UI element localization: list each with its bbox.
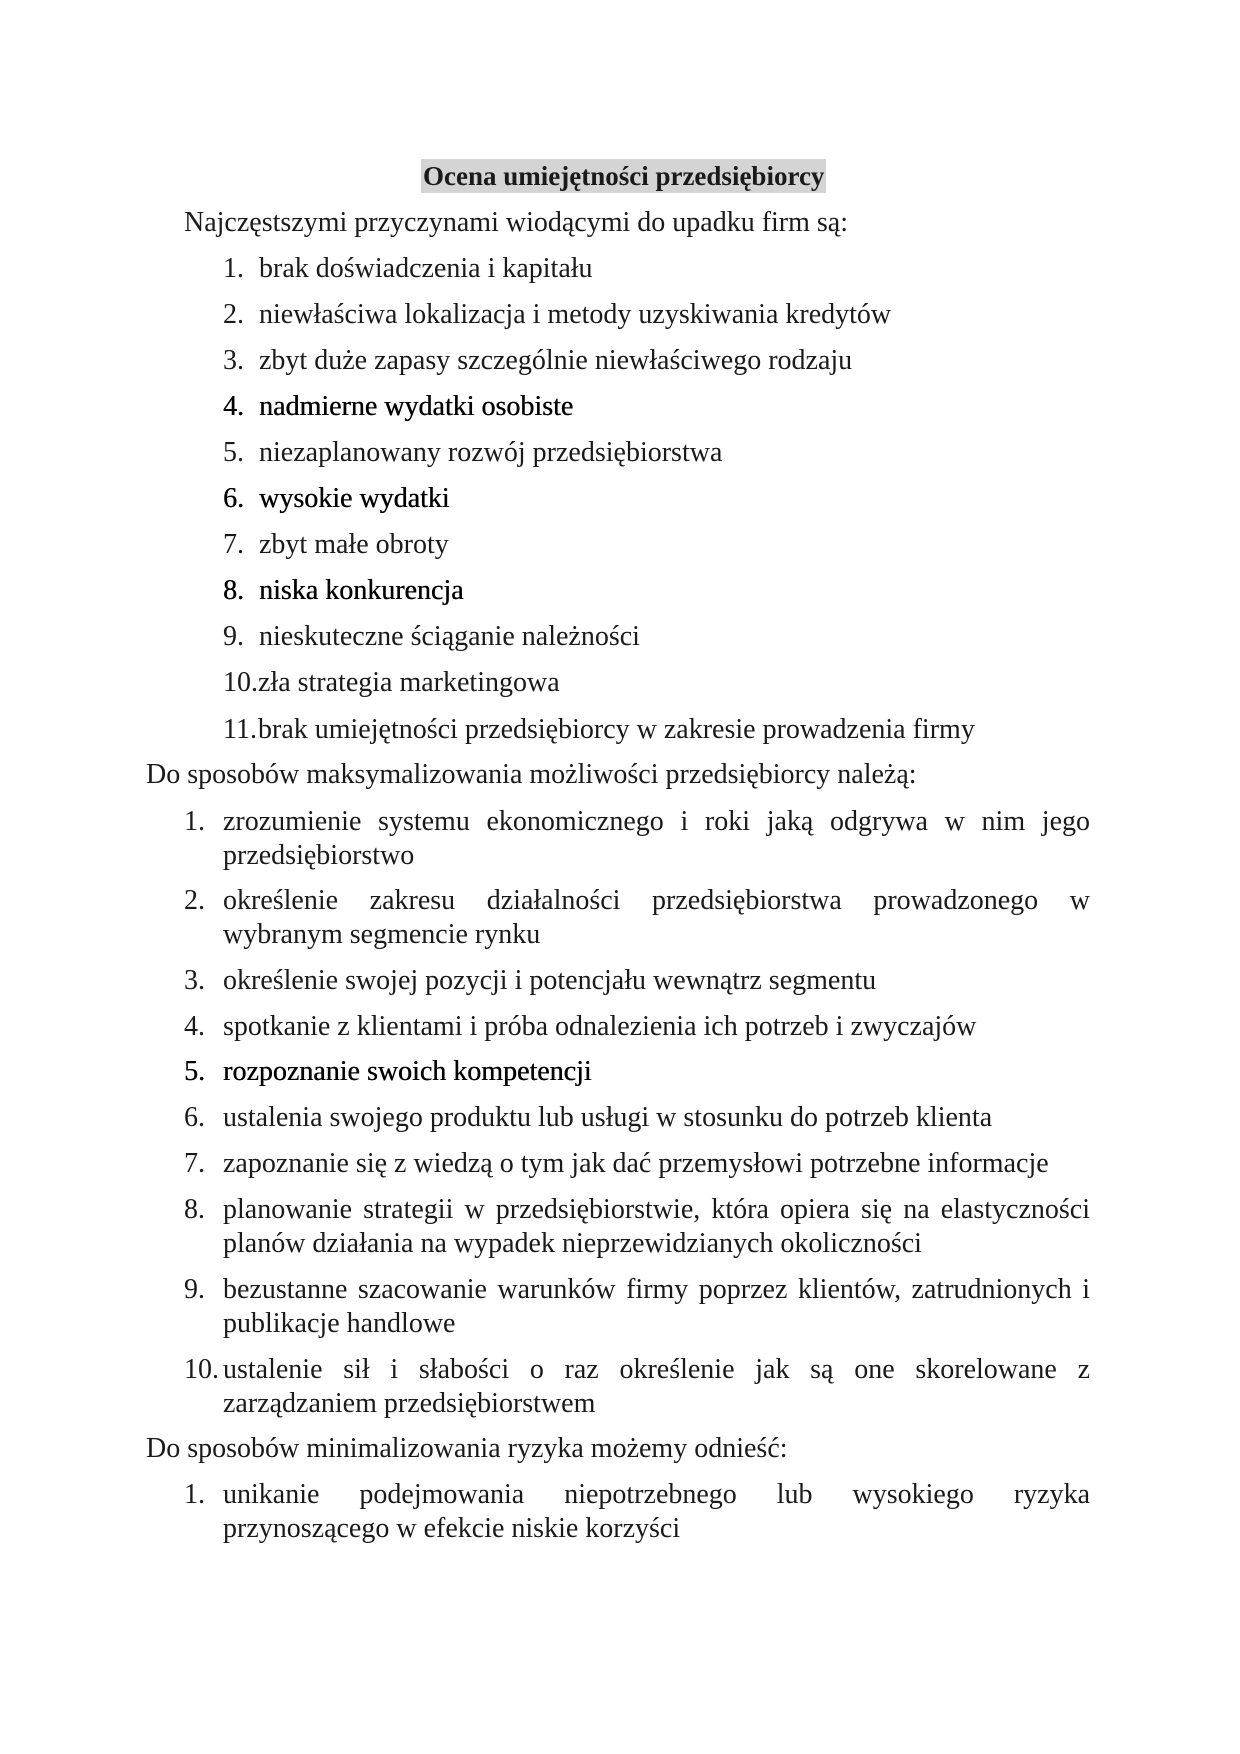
item-text: określenie swojej pozycji i potencjału wewnątrz segmentu: [223, 965, 877, 996]
item-text: unikanie podejmowania niepotrzebnego lub wysokiego ryzyka przynoszącego w efekcie niskie korzyści: [223, 1479, 1090, 1544]
item-text: nieskuteczne ściąganie należności: [259, 621, 640, 652]
document-title: Ocena umiejętności przedsiębiorcy: [423, 161, 825, 191]
item-text: bezustanne szacowanie warunków firmy poprzez klientów, zatrudnionych i publikacje handlowe: [223, 1274, 1090, 1339]
item-number: 3.: [184, 965, 205, 996]
intro-text: Najczęstszymi przyczynami wiodącymi do upadku firm są:: [184, 207, 849, 238]
item-text: spotkanie z klientami i próba odnalezienia ich potrzeb i zwyczajów: [223, 1011, 977, 1042]
item-number: 7.: [223, 529, 244, 560]
item-number: 4.: [184, 1011, 205, 1042]
item-number: 1.: [223, 253, 244, 284]
item-number: 1.: [184, 1479, 205, 1510]
item-text: zrozumienie systemu ekonomicznego i roki jaką odgrywa w nim jego przedsiębiorstwo: [223, 806, 1090, 871]
maximize-heading: Do sposobów maksymalizowania możliwości przedsiębiorcy należą:: [146, 759, 917, 790]
item-number: 6.: [184, 1102, 205, 1133]
item-text: niska konkurencja: [259, 575, 464, 606]
item-number: 8.: [223, 575, 244, 606]
item-number: 2.: [184, 885, 205, 916]
item-number: 8.: [184, 1194, 205, 1225]
item-text: nadmierne wydatki osobiste: [259, 391, 574, 422]
item-text: niewłaściwa lokalizacja i metody uzyskiwania kredytów: [259, 299, 892, 330]
item-number: 3.: [223, 345, 244, 376]
item-number: 5.: [223, 437, 244, 468]
minimize-heading: Do sposobów minimalizowania ryzyka możemy odnieść:: [146, 1433, 788, 1464]
item-text: rozpoznanie swoich kompetencji: [223, 1056, 592, 1087]
item-text: zła strategia marketingowa: [258, 667, 560, 698]
item-number: 9.: [184, 1274, 205, 1305]
item-number: 7.: [184, 1148, 205, 1179]
item-text: zapoznanie się z wiedzą o tym jak dać przemysłowi potrzebne informacje: [223, 1148, 1049, 1179]
item-text: planowanie strategii w przedsiębiorstwie, która opiera się na elastyczności planów działania na wypadek nieprzewidzianych okoliczności: [223, 1194, 1090, 1259]
item-text: zbyt małe obroty: [259, 529, 449, 560]
item-number: 9.: [223, 621, 244, 652]
item-text: ustalenie sił i słabości o raz określenie jak są one skorelowane z zarządzaniem przedsiębiorstwem: [223, 1354, 1090, 1419]
item-number: 1.: [184, 806, 205, 837]
item-number: 11.: [223, 714, 257, 745]
item-text: ustalenia swojego produktu lub usługi w stosunku do potrzeb klienta: [223, 1102, 993, 1133]
item-number: 4.: [223, 391, 244, 422]
item-number: 5.: [184, 1056, 205, 1087]
item-text: zbyt duże zapasy szczególnie niewłaściwego rodzaju: [259, 345, 853, 376]
item-number: 6.: [223, 483, 244, 514]
item-text: brak umiejętności przedsiębiorcy w zakresie prowadzenia firmy: [258, 714, 975, 745]
item-text: określenie zakresu działalności przedsiębiorstwa prowadzonego w wybranym segmencie rynku: [223, 885, 1090, 950]
item-number: 10.: [223, 667, 258, 698]
item-text: niezaplanowany rozwój przedsiębiorstwa: [259, 437, 723, 468]
item-number: 10.: [184, 1354, 219, 1385]
item-text: brak doświadczenia i kapitału: [259, 253, 593, 284]
item-number: 2.: [223, 299, 244, 330]
item-text: wysokie wydatki: [259, 483, 450, 514]
